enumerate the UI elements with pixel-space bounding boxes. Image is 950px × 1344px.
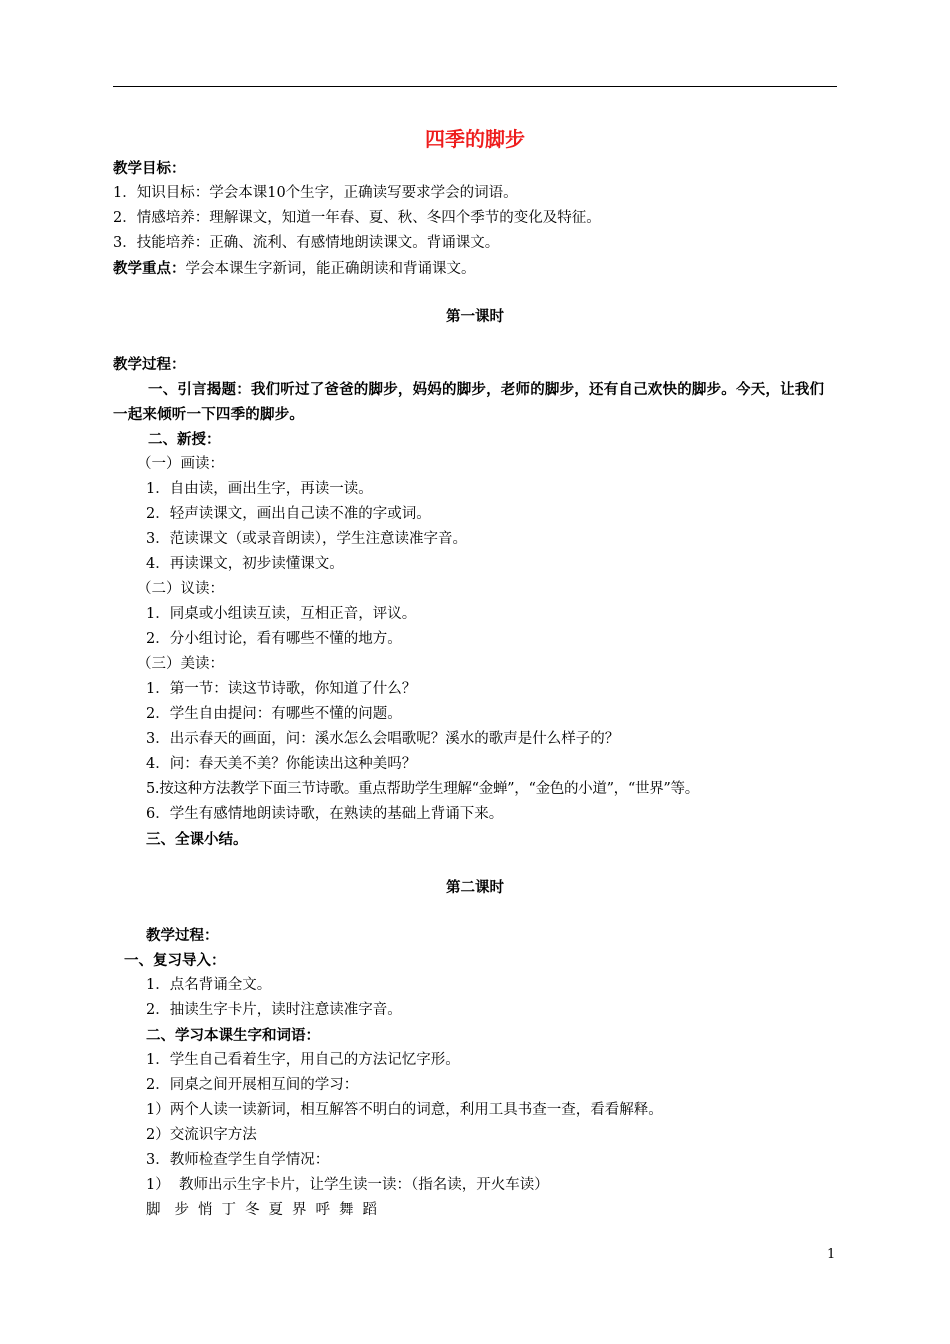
lesson1-part1-item: 4．再读课文，初步读懂课文。 bbox=[146, 556, 344, 572]
lesson2-heading: 第二课时 bbox=[446, 879, 504, 896]
lesson1-process-heading: 教学过程： bbox=[113, 356, 186, 373]
character: 丁 bbox=[221, 1202, 236, 1218]
objectives-heading: 教学目标： bbox=[113, 160, 186, 177]
lesson2-section2-item: 1） 教师出示生字卡片，让学生读一读：（指名读，开火车读） bbox=[146, 1177, 549, 1193]
objective-item: 1．知识目标：学会本课10个生字，正确读写要求学会的词语。 bbox=[113, 185, 518, 201]
document-title: 四季的脚步 bbox=[425, 127, 525, 151]
character: 脚 bbox=[146, 1202, 161, 1218]
lesson2-section1: 一、复习导入： bbox=[124, 952, 226, 969]
lesson2-section2-item: 3．教师检查学生自学情况： bbox=[146, 1152, 330, 1168]
objective-item: 2．情感培养：理解课文，知道一年春、夏、秋、冬四个季节的变化及特征。 bbox=[113, 210, 601, 226]
lesson2-section2: 二、学习本课生字和词语： bbox=[146, 1027, 320, 1044]
lesson2-section2-item: 2）交流识字方法 bbox=[146, 1127, 257, 1143]
lesson1-part3-item: 2．学生自由提问：有哪些不懂的问题。 bbox=[146, 706, 402, 722]
lesson1-part3-item: 6．学生有感情地朗读诗歌，在熟读的基础上背诵下来。 bbox=[146, 806, 504, 822]
character: 舞 bbox=[339, 1202, 354, 1218]
key-point-label: 教学重点： bbox=[113, 260, 186, 277]
lesson1-part1-item: 1．自由读，画出生字，再读一读。 bbox=[146, 481, 373, 497]
lesson1-part2-item: 2．分小组讨论，看有哪些不懂的地方。 bbox=[146, 631, 402, 647]
lesson1-heading: 第一课时 bbox=[446, 308, 504, 325]
lesson2-section2-item: 1．学生自己看着生字，用自己的方法记忆字形。 bbox=[146, 1052, 460, 1068]
character: 呼 bbox=[315, 1202, 330, 1218]
character: 夏 bbox=[268, 1202, 283, 1218]
character: 悄 bbox=[198, 1202, 213, 1218]
lesson1-part3-item: 5.按这种方法教学下面三节诗歌。重点帮助学生理解“金蝉”，“金色的小道”，“世界”等。 bbox=[146, 781, 699, 797]
page-number: 1 bbox=[827, 1247, 836, 1262]
character: 蹈 bbox=[362, 1202, 377, 1218]
lesson1-part2-heading: （二）议读： bbox=[137, 581, 224, 597]
lesson2-process-heading: 教学过程： bbox=[146, 927, 219, 944]
lesson1-section2: 二、新授： bbox=[148, 431, 221, 448]
new-characters-row bbox=[113, 1198, 837, 1223]
lesson1-part2-item: 1．同桌或小组读互读，互相正音，评议。 bbox=[146, 606, 417, 622]
lesson1-part3-item: 1．第一节：读这节诗歌，你知道了什么？ bbox=[146, 681, 417, 697]
lesson1-section3: 三、全课小结。 bbox=[146, 831, 248, 848]
lesson2-section2-item: 1）两个人读一读新词，相互解答不明白的词意，利用工具书查一查，看看解释。 bbox=[146, 1102, 663, 1118]
key-point bbox=[113, 256, 837, 281]
lesson1-part1-heading: （一）画读： bbox=[137, 456, 224, 472]
character: 步 bbox=[174, 1202, 189, 1218]
lesson2-section1-item: 1．点名背诵全文。 bbox=[146, 977, 272, 993]
lesson1-part3-item: 4．问：春天美不美？你能读出这种美吗？ bbox=[146, 756, 417, 772]
character: 冬 bbox=[245, 1202, 260, 1218]
lesson1-intro: 一、引言揭题：我们听过了爸爸的脚步，妈妈的脚步，老师的脚步，还有自己欢快的脚步。今天，让我们一起来倾听一下四季的脚步。 bbox=[113, 381, 825, 423]
document-body bbox=[113, 124, 837, 1223]
lesson1-part1-item: 3．范读课文（或录音朗读），学生注意读准字音。 bbox=[146, 531, 467, 547]
lesson1-part3-heading: （三）美读： bbox=[137, 656, 224, 672]
lesson1-part3-item: 3．出示春天的画面，问：溪水怎么会唱歌呢？溪水的歌声是什么样子的？ bbox=[146, 731, 620, 747]
header-rule bbox=[113, 86, 837, 87]
lesson2-section1-item: 2．抽读生字卡片，读时注意读准字音。 bbox=[146, 1002, 402, 1018]
key-point-text: 学会本课生字新词，能正确朗读和背诵课文。 bbox=[185, 261, 476, 277]
lesson1-part1-item: 2．轻声读课文，画出自己读不准的字或词。 bbox=[146, 506, 431, 522]
character: 界 bbox=[292, 1202, 307, 1218]
objective-item: 3．技能培养：正确、流利、有感情地朗读课文。背诵课文。 bbox=[113, 235, 500, 251]
lesson2-section2-item: 2．同桌之间开展相互间的学习： bbox=[146, 1077, 359, 1093]
